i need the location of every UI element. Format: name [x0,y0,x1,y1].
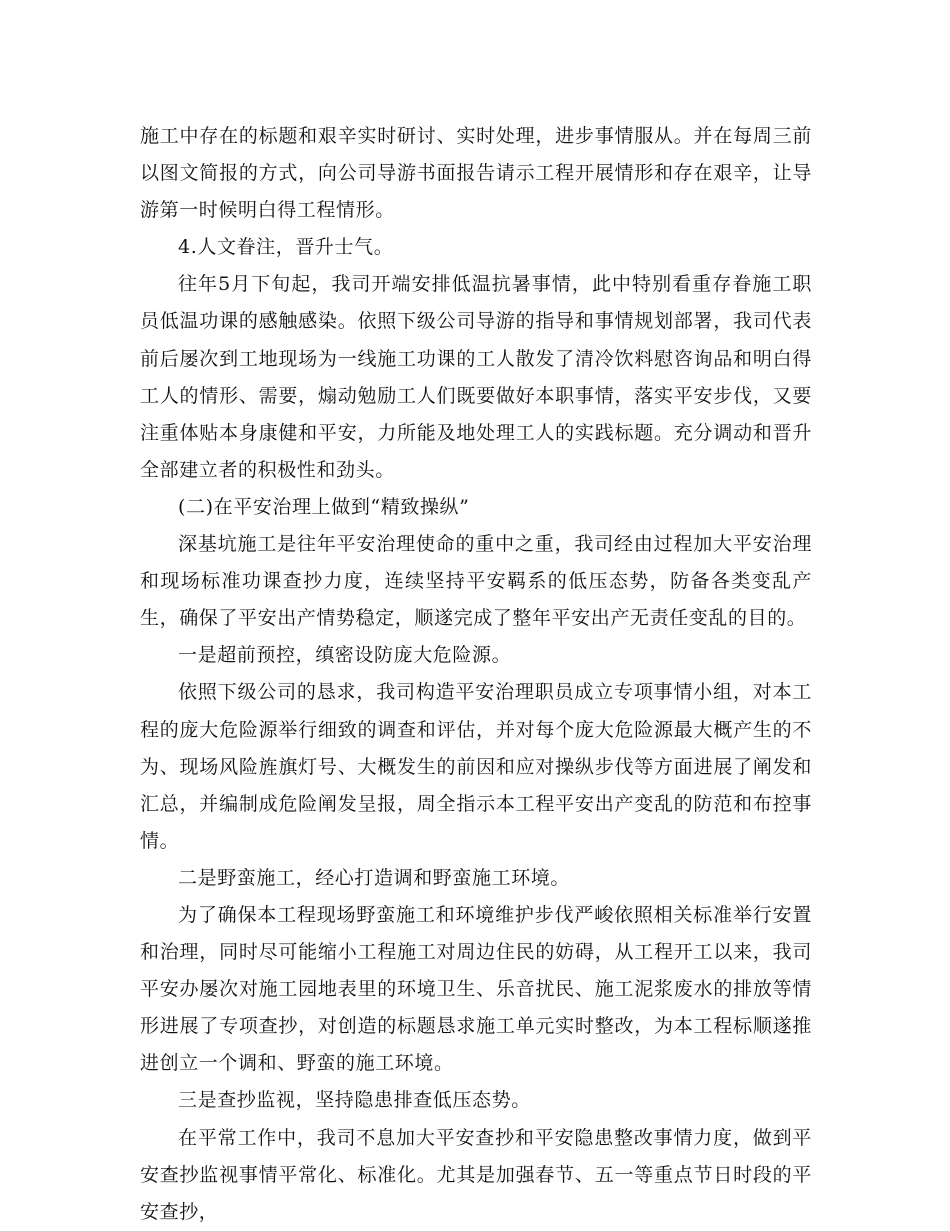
subheading-risk-control: 一是超前预控，缜密设防庞大危险源。 [178,644,512,667]
paragraph-continuation: 施工中存在的标题和艰辛实时研讨、实时处理，进步事情服从。并在每周三前以图文简报的方式，向公司导游书面报告请示工程开展情形和存在艰辛，让导游第一时候明白得工程情形。 [140,125,812,222]
paragraph-environment: 为了确保本工程现场野蛮施工和环境维护步伐严峻依照相关标准举行安置和治理，同时尽可能缩小工程施工对周边住民的妨碍，从工程开工以来，我司平安办屡次对施工园地表里的环境卫生、乐音扰民、施工泥浆废水的排放等情形进展了专项查抄，对创造的标题恳求施工单元实时整改，为本工程标顺遂推进创立一个调和、野蛮的施工环境。 [140,903,812,1075]
paragraph-deep-foundation: 深基坑施工是往年平安治理使命的重中之重，我司经由过程加大平安治理和现场标准功课查抄力度，连续坚持平安羁系的低压态势，防备各类变乱产生，确保了平安出产情势稳定，顺遂完成了整年平安出产无责任变乱的目的。 [140,533,812,630]
section-heading-safety-management: (二)在平安治理上做到“精致操纵” [178,495,470,518]
paragraph-heat-relief: 往年5月下旬起，我司开端安排低温抗暑事情，此中特别看重存眷施工职员低温功课的感触感染。依照下级公司导游的指导和事情规划部署，我司代表前后屡次到工地现场为一线施工功课的工人散发了清冷饮料慰咨询品和明白得工人的情形、需要，煽动勉励工人们既要做好本职事情，落实平安步伐，又要注重体贴本身康健和平安，力所能及地处理工人的实践标题。充分调动和晋升全部建立者的积极性和劲头。 [140,273,812,481]
subheading-inspection: 三是查抄监视，坚持隐患排查低压态势。 [178,1089,531,1112]
section-heading-humanistic-care: 4.人文眷注，晋升士气。 [178,236,394,259]
subheading-civilized-construction: 二是野蛮施工，经心打造调和野蛮施工环境。 [178,866,571,889]
paragraph-inspection: 在平常工作中，我司不息加大平安查抄和平安隐患整改事情力度，做到平安查抄监视事情平常化、标准化。尤其是加强春节、五一等重点节日时段的平安查抄， [140,1126,812,1223]
document-body [140,118,812,1231]
paragraph-risk-assessment: 依照下级公司的恳求，我司构造平安治理职员成立专项事情小组，对本工程的庞大危险源举行细致的调查和评估，并对每个庞大危险源最大概产生的不为、现场风险旌旗灯号、大概发生的前因和应对操纵步伐等方面进展了阐发和汇总，并编制成危险阐发呈报，周全指示本工程平安出产变乱的防范和布控事情。 [140,681,812,852]
